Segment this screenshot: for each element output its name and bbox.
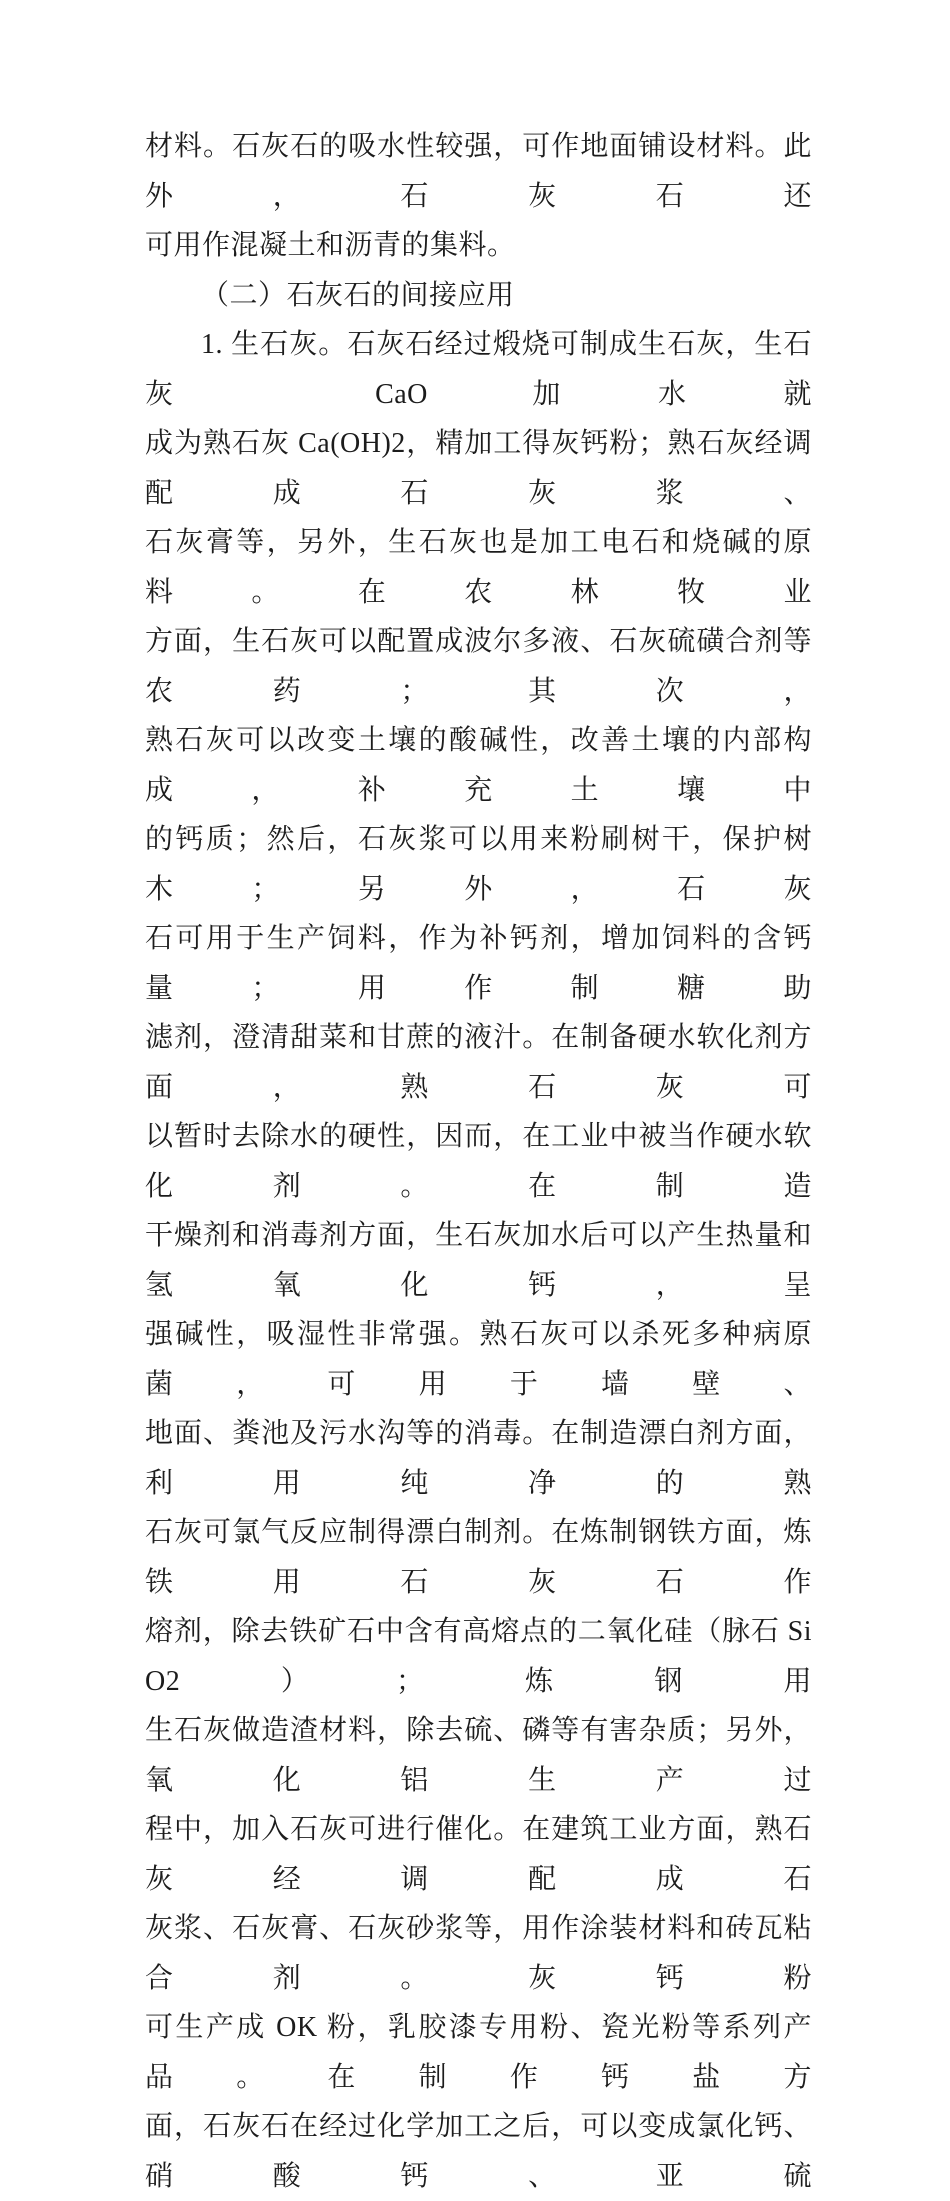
text-line: 面，石灰石在经过化学加工之后，可以变成氯化钙、硝酸钙、亚硫 [145,2111,812,2192]
text-line: 地面、粪池及污水沟等的消毒。在制造漂白剂方面，利用纯净的熟 [145,1418,812,1499]
text-line: 的钙质；然后，石灰浆可以用来粉刷树干，保护树木；另外，石灰 [145,824,812,905]
text-line: 程中，加入石灰可进行催化。在建筑工业方面，熟石灰经调配成石 [145,1814,812,1895]
text-line: （二）石灰石的间接应用 [201,279,515,311]
text-line: 方面，生石灰可以配置成波尔多液、石灰硫磺合剂等农药；其次， [145,626,812,707]
paragraph [145,271,812,321]
text-line: 以暂时去除水的硬性，因而，在工业中被当作硬水软化剂。在制造 [145,1121,812,1202]
text-line: 滤剂，澄清甜菜和甘蔗的液汁。在制备硬水软化剂方面，熟石灰可 [145,1022,812,1103]
text-line: 干燥剂和消毒剂方面，生石灰加水后可以产生热量和氢氧化钙，呈 [145,1220,812,1301]
text-line: 生石灰做造渣材料，除去硫、磷等有害杂质；另外，氧化铝生产过 [145,1715,812,1796]
text-line: 强碱性，吸湿性非常强。熟石灰可以杀死多种病原菌，可用于墙壁、 [145,1319,812,1400]
text-line: 可用作混凝土和沥青的集料。 [145,230,516,261]
document-body [145,122,812,2201]
text-line: 石可用于生产饲料，作为补钙剂，增加饲料的含钙量；用作制糖助 [145,923,812,1004]
text-line: 成为熟石灰 Ca(OH)2，精加工得灰钙粉；熟石灰经调配成石灰浆、 [145,428,812,509]
text-line: 熟石灰可以改变土壤的酸碱性，改善土壤的内部构成，补充土壤中 [145,725,812,806]
text-line: 石灰膏等，另外，生石灰也是加工电石和烧碱的原料。在农林牧业 [145,527,812,608]
text-line: 熔剂，除去铁矿石中含有高熔点的二氧化硅（脉石 SiO2）；炼钢用 [145,1616,812,1697]
text-line: 材料。石灰石的吸水性较强，可作地面铺设材料。此外，石灰石还 [145,131,812,212]
text-line: 可生产成 OK 粉，乳胶漆专用粉、瓷光粉等系列产品。在制作钙盐方 [145,2012,812,2093]
text-line: 1. 生石灰。石灰石经过煅烧可制成生石灰，生石灰 CaO 加水就 [145,329,812,410]
paragraph [145,320,812,2201]
text-line: 石灰可氯气反应制得漂白制剂。在炼制钢铁方面，炼铁用石灰石作 [145,1517,812,1598]
paragraph [145,122,812,271]
text-line: 灰浆、石灰膏、石灰砂浆等，用作涂装材料和砖瓦粘合剂。灰钙粉 [145,1913,812,1994]
